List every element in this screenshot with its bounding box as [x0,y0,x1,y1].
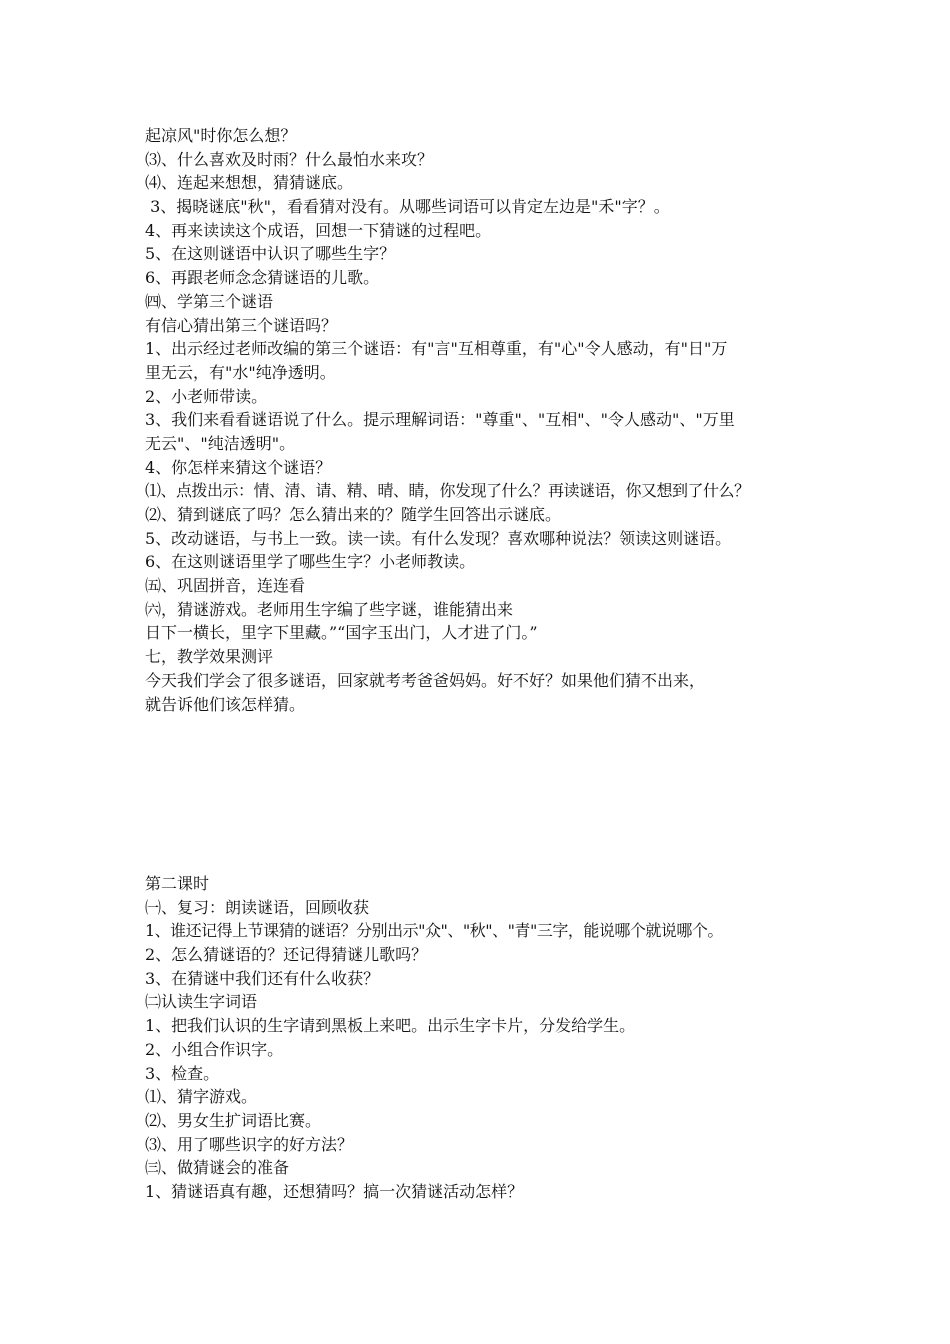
section-heading: ㈢、做猜谜会的准备 [145,1158,290,1178]
text-line: ⑵、猜到谜底了吗？怎么猜出来的？随学生回答出示谜底。 [145,505,562,524]
section-heading: ㈠、复习：朗读谜语，回顾收获 [145,897,370,917]
second-lesson-section [145,872,835,1204]
text-line: 起凉风"时你怎么想？ [145,126,297,145]
text-line: 里无云，有"水"纯净透明。 [145,362,336,382]
text-line: 4、你怎样来猜这个谜语？ [145,457,332,477]
text-line: ⑴、点拨出示：情、清、请、精、晴、睛，你发现了什么？再读谜语，你又想到了什么？ [145,481,750,501]
text-line: 1、出示经过老师改编的第三个谜语：有"言"互相尊重，有"心"令人感动，有"日"万 [145,339,728,359]
text-line: 6、再跟老师念念猜谜语的儿歌。 [145,268,380,288]
section-heading: ㈤、巩固拼音，连连看 [145,576,306,596]
text-line: 3、在猜谜中我们还有什么收获？ [145,968,380,988]
text-line: 今天我们学会了很多谜语，回家就考考爸爸妈妈。好不好？如果他们猜不出来， [145,670,706,690]
text-line: 无云"、"纯洁透明"。 [145,433,296,453]
lesson-title: 第二课时 [145,874,210,893]
text-line: 5、在这则谜语中认识了哪些生字？ [145,244,396,264]
lesson-continuation-section [145,124,835,716]
text-line: ⑴、猜字游戏。 [145,1087,258,1107]
text-line: ⑵、男女生扩词语比赛。 [145,1110,322,1130]
text-line: 2、小组合作识字。 [145,1039,284,1059]
section-heading: ㈡认读生字词语 [145,992,258,1012]
section-heading: ㈣、学第三个谜语 [145,291,274,311]
text-line: 有信心猜出第三个谜语吗？ [145,315,338,335]
text-line: 就告诉他们该怎样猜。 [145,694,306,714]
text-line: ⑶、用了哪些识字的好方法？ [145,1134,354,1154]
text-line: 4、再来读读这个成语，回想一下猜谜的过程吧。 [145,220,492,240]
section-heading: 七，教学效果测评 [145,647,274,667]
text-line: 1、谁还记得上节课猜的谜语？分别出示"众"、"秋"、"青"三字，能说哪个就说哪个。 [145,921,723,941]
text-line: 6、在这则谜语里学了哪些生字？小老师教读。 [145,552,476,572]
text-line: 日下一横长，里字下里藏。”“国字玉出门，人才进了门。” [145,623,538,643]
section-heading: ㈥，猜谜游戏。老师用生字编了些字谜，谁能猜出来 [145,599,514,619]
text-line: 1、猜谜语真有趣，还想猜吗？搞一次猜谜活动怎样？ [145,1181,524,1201]
text-line: 2、怎么猜谜语的？还记得猜谜儿歌吗？ [145,945,428,965]
text-line: 3、我们来看看谜语说了什么。提示理解词语："尊重"、"互相"、"令人感动"、"万里 [145,410,735,430]
text-line: 3、检查。 [145,1063,220,1083]
text-line: 1、把我们认识的生字请到黑板上来吧。出示生字卡片，分发给学生。 [145,1016,636,1036]
text-line: ⑷、连起来想想，猜猜谜底。 [145,173,354,193]
text-line: ⑶、什么喜欢及时雨？什么最怕水来攻？ [145,149,434,169]
text-line: 5、改动谜语，与书上一致。读一读。有什么发现？喜欢哪种说法？领读这则谜语。 [145,528,732,548]
text-line: 3、揭晓谜底"秋"，看看猜对没有。从哪些词语可以肯定左边是"禾"字？。 [145,197,670,217]
text-line: 2、小老师带读。 [145,386,268,406]
